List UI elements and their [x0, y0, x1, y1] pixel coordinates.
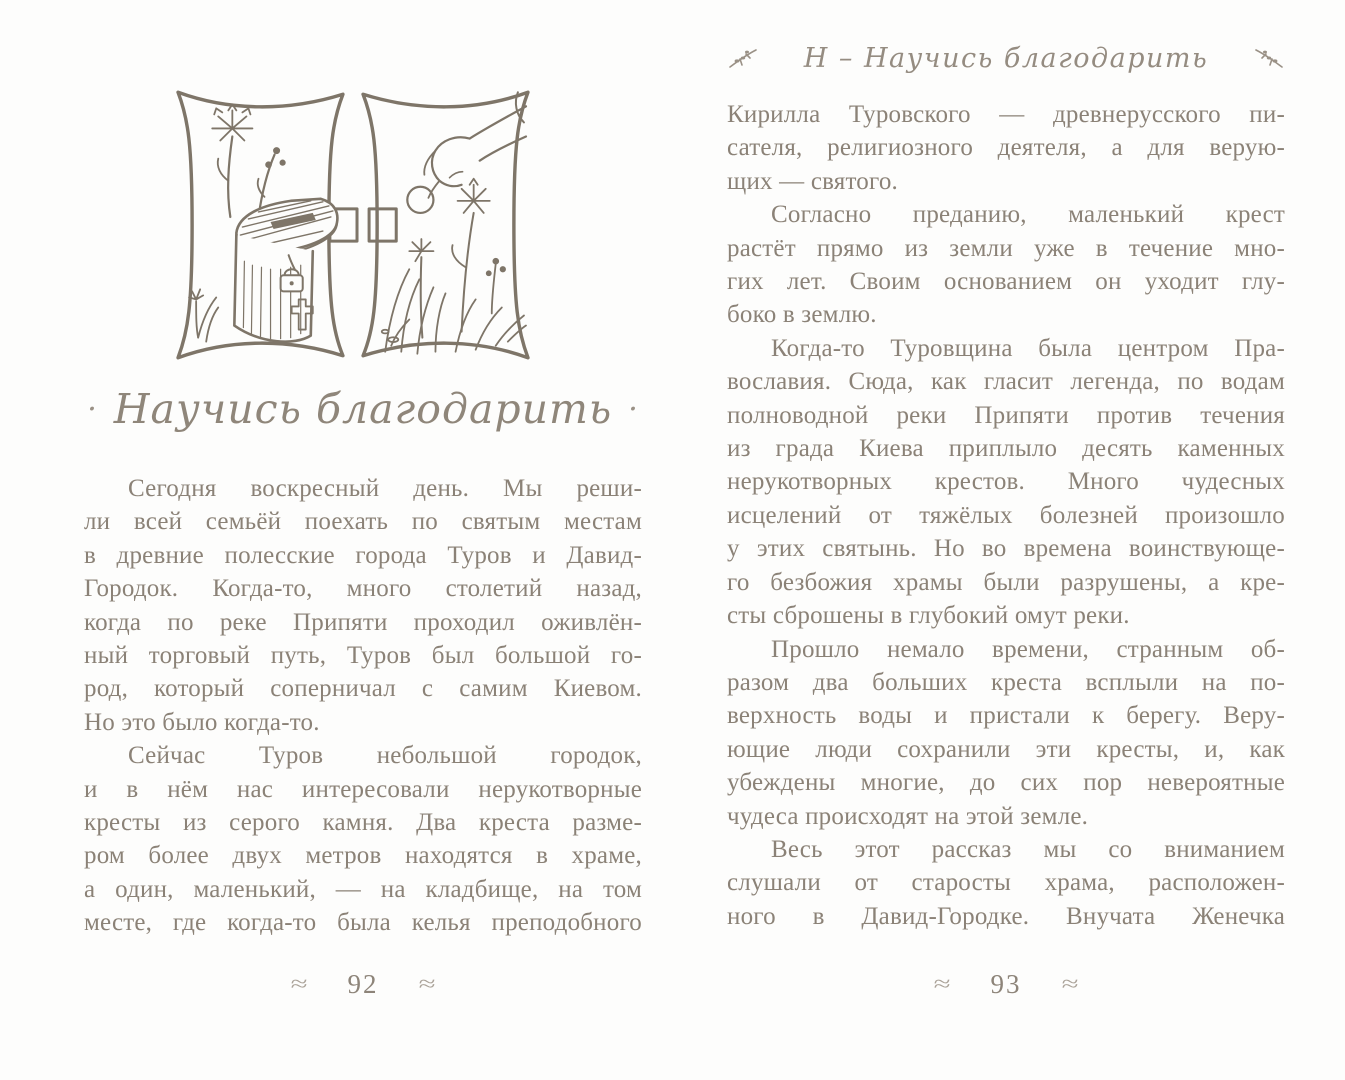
floral-sprig-icon [728, 46, 758, 70]
left-page-number: 92 [347, 968, 379, 999]
initial-letter-N-art [172, 84, 534, 366]
text-line: слушали от старосты храма, расположен- [727, 869, 1285, 897]
text-line: вославия. Сюда, как гласит легенда, по водам [727, 368, 1285, 396]
text-line: растёт прямо из земли уже в течение мно- [727, 234, 1285, 262]
footer-ornament-icon: ≈ [934, 971, 951, 996]
text-line: Городок. Когда-то, много столетий назад, [84, 575, 642, 603]
text-line: нерукотворных крестов. Много чудесных [727, 468, 1285, 496]
right-page-body-text [727, 98, 1285, 933]
running-header [727, 38, 1285, 78]
text-line: чудеса происходят на этой земле. [727, 802, 1089, 830]
text-line: боко в землю. [727, 301, 877, 329]
text-line: го безбожия храмы были разрушены, а кре- [727, 568, 1285, 596]
text-line: а один, маленький, — на кладбище, на том [84, 875, 642, 903]
text-line: ный торговый путь, Туров был большой го- [84, 642, 642, 670]
text-line: Весь этот рассказ мы со вниманием [771, 835, 1285, 863]
text-line: ного в Давид-Городке. Внучата Женечка [727, 902, 1285, 930]
text-line: разом два больших креста всплыли на по- [727, 668, 1285, 696]
cornflower-art [212, 104, 284, 217]
text-line: когда по реке Припяти проходил оживлён- [84, 608, 642, 636]
text-line: ром более двух метров находятся в храме, [84, 842, 642, 870]
text-line: щих — святого. [727, 167, 898, 195]
drop-cap-illustration [172, 84, 534, 366]
footer-ornament-icon: ≈ [1061, 971, 1078, 996]
footer-ornament-icon: ≈ [418, 971, 435, 996]
floral-sprig-icon [1254, 46, 1284, 70]
text-line: убеждены многие, до сих пор невероятные [727, 769, 1285, 797]
right-page-footer [727, 966, 1285, 1002]
text-line: месте, где когда-то была келья преподобного [84, 909, 642, 937]
text-line: из града Киева приплыло десять каменных [727, 435, 1285, 463]
text-line: верхность воды и пристали к берегу. Веру- [727, 702, 1285, 730]
text-line: кресты из серого камня. Два креста разме- [84, 809, 642, 837]
footer-ornament-icon: ≈ [291, 971, 308, 996]
left-page-body-text [84, 472, 642, 940]
text-line: сателя, религиозного деятеля, а для верую- [727, 134, 1285, 162]
running-header-title: Н – Научись благодарить [803, 42, 1209, 74]
text-line: Прошло немало времени, странным об- [771, 635, 1285, 663]
text-line: Когда-то Туровщина была центром Пра- [771, 334, 1285, 362]
right-page-number: 93 [990, 968, 1022, 999]
donation-box-art [234, 199, 337, 342]
text-line: Сегодня воскресный день. Мы реши- [128, 475, 642, 502]
right-grass-art [382, 269, 526, 353]
title-dot-right: · [628, 391, 639, 427]
text-line: у этих святынь. Но во времена воинствующе- [727, 535, 1285, 563]
text-line: полноводной реки Припяти против течения [727, 401, 1285, 429]
text-line: сты сброшены в глубокий омут реки. [727, 602, 1130, 630]
left-page-footer [84, 966, 642, 1002]
text-line: род, который соперничал с самим Киевом. [84, 675, 642, 703]
text-line: ли всей семьёй поехать по святым местам [84, 508, 642, 536]
chapter-title-text: Научись благодарить [113, 385, 613, 433]
text-line: ющие люди сохранили эти кресты, и, как [727, 735, 1285, 763]
text-line: Сейчас Туров небольшой городок, [128, 742, 642, 770]
text-line: Согласно преданию, маленький крест [771, 201, 1285, 229]
text-line: исцелений от тяжёлых болезней произошло [727, 501, 1285, 529]
text-line: и в нём нас интересовали нерукотворные [84, 775, 642, 803]
chapter-title [84, 378, 642, 440]
text-line: Кирилла Туровского — древнерусского пи- [727, 101, 1285, 128]
text-line: в древние полесские города Туров и Давид- [84, 541, 642, 569]
title-dot-left: · [87, 391, 98, 427]
left-grass-art [189, 289, 218, 341]
text-line: Но это было когда-то. [84, 708, 320, 736]
text-line: гих лет. Своим основанием он уходит глу- [727, 268, 1285, 296]
